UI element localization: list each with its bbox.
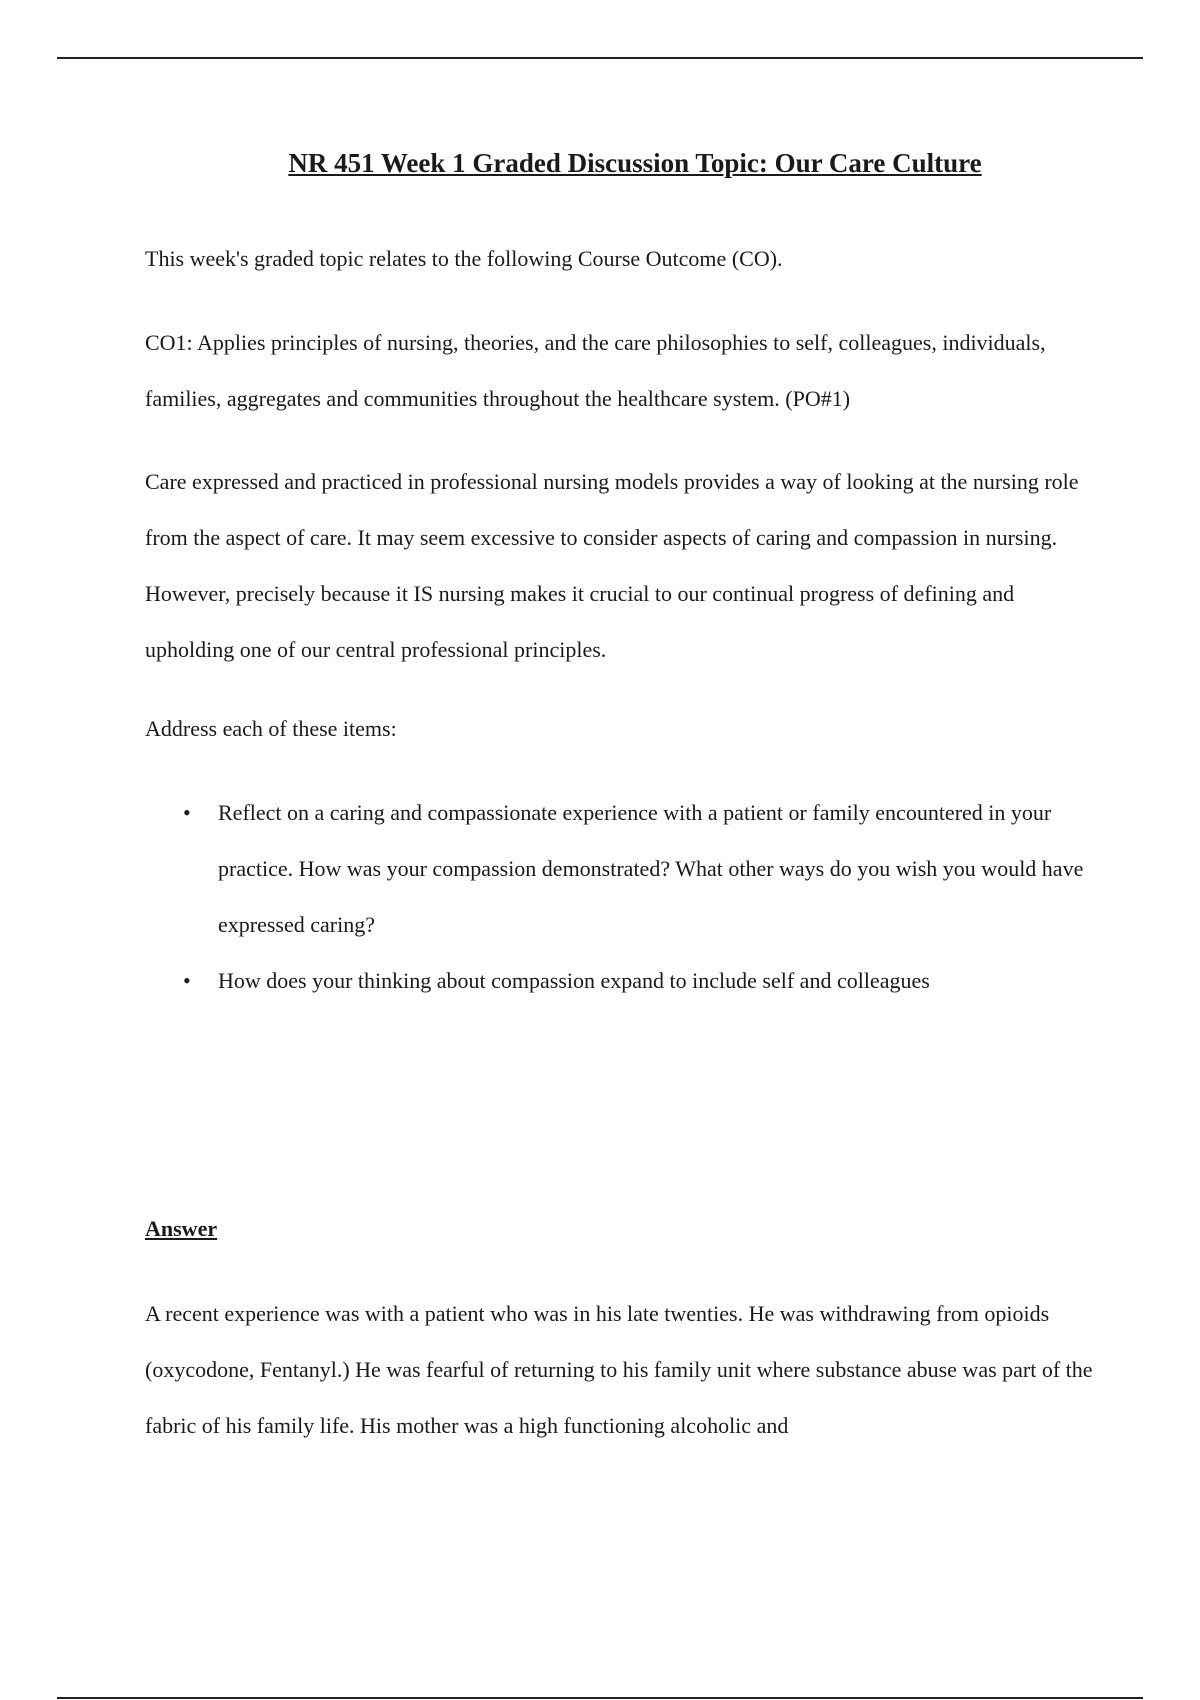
address-label: Address each of these items:: [145, 716, 397, 741]
answer-heading: Answer: [145, 1216, 218, 1241]
document-body: [145, 142, 1095, 1454]
answer-paragraph: A recent experience was with a patient who was in his late twenties. He was withdrawing from opioids (oxycodone, Fentanyl.) He was fearful of returning to his family unit where substance abuse was part of the fabric of his family life. His mother was a high functioning alcoholic and: [145, 1301, 1093, 1438]
bottom-divider: [57, 1697, 1143, 1699]
intro-paragraph: This week's graded topic relates to the following Course Outcome (CO).: [145, 246, 783, 271]
top-divider: [57, 57, 1143, 59]
list-item: [145, 785, 1095, 953]
page-title: NR 451 Week 1 Graded Discussion Topic: Our Care Culture: [288, 148, 982, 178]
list-item-text: How does your thinking about compassion expand to include self and colleagues: [218, 968, 930, 993]
list-item-text: Reflect on a caring and compassionate experience with a patient or family encountered in your practice. How was your compassion demonstrated? What other ways do you wish you would have expressed caring?: [218, 800, 1084, 937]
list-item: [145, 953, 1095, 1009]
care-paragraph: Care expressed and practiced in professional nursing models provides a way of looking at the nursing role from the aspect of care. It may seem excessive to consider aspects of caring and compassion in nursing. However, precisely because it IS nursing makes it crucial to our continual progress of defining and upholding one of our central professional principles.: [145, 469, 1079, 662]
bullet-icon: •: [183, 968, 191, 993]
course-outcome-paragraph: CO1: Applies principles of nursing, theories, and the care philosophies to self, colleagues, individuals, families, aggregates and communities throughout the healthcare system. (PO#1): [145, 330, 1046, 411]
bullet-list: [145, 785, 1095, 1009]
bullet-icon: •: [183, 800, 191, 825]
